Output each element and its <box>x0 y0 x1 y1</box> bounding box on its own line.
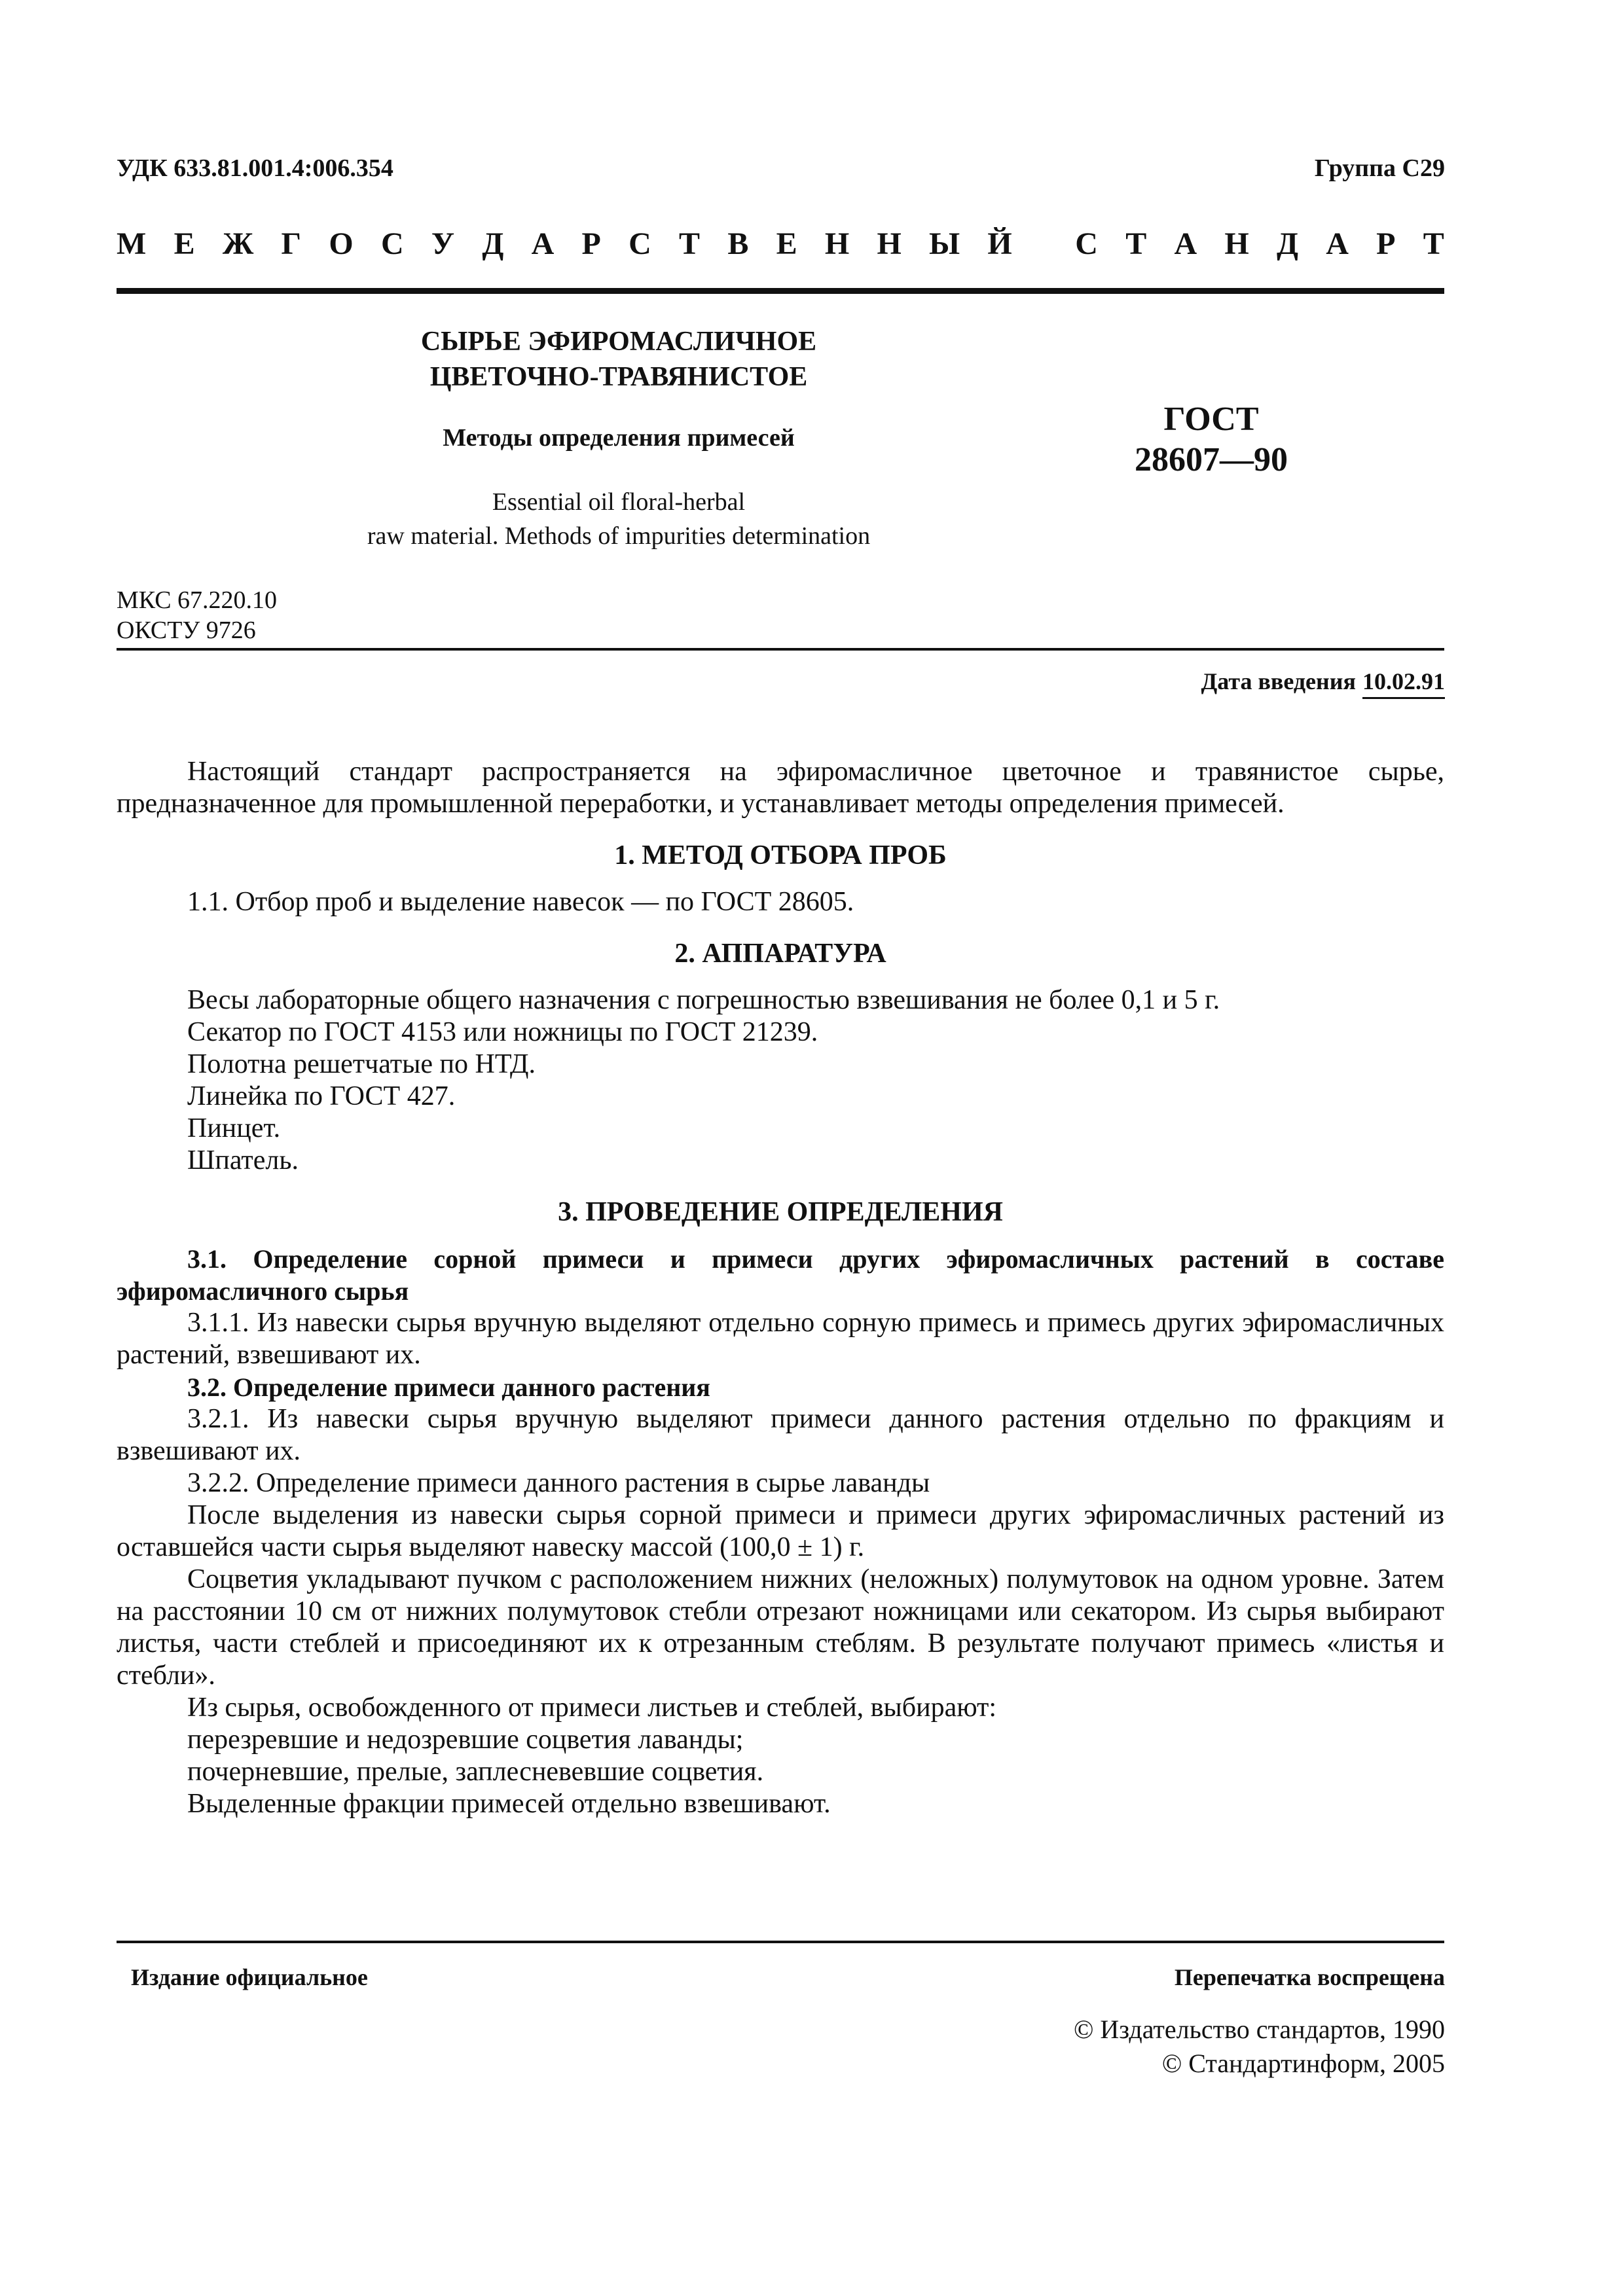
section-3-title: 3. ПРОВЕДЕНИЕ ОПРЕДЕЛЕНИЯ <box>558 1197 1003 1227</box>
reprint-prohibited-label: Перепечатка воспрещена <box>1174 1964 1445 1990</box>
banner-letter: Р <box>581 226 601 261</box>
banner-letter: Ы <box>929 226 960 261</box>
mks-code: МКС 67.220.10 <box>117 586 278 614</box>
intro-paragraph: Настоящий стандарт распространяется на эфиромасличное цветочное и травянистое сырье, предназначенное для промышленной переработки, и устанавливает методы определения примесей. <box>117 757 1444 819</box>
impurity-item: почерневшие, прелые, заплесневевшие соцветия. <box>187 1757 764 1787</box>
banner-letter: Д <box>482 226 504 261</box>
banner-letter: А <box>531 226 555 261</box>
apparatus-item: Весы лабораторные общего назначения с погрешностью взвешивания не более 0,1 и 5 г. <box>187 985 1220 1015</box>
banner-letter: Т <box>1423 226 1444 261</box>
english-title-line-1: Essential oil floral-herbal <box>492 488 746 516</box>
udk-code: УДК 633.81.001.4:006.354 <box>117 154 393 182</box>
english-title <box>282 485 956 553</box>
gost-label: ГОСТ <box>1163 401 1259 438</box>
intro-date-value: 10.02.91 <box>1362 668 1445 699</box>
banner-gap <box>1040 226 1048 262</box>
clause-3-1-1: 3.1.1. Из навески сырья вручную выделяют отдельно сорную примесь и примесь других эфиромасличных растений, взвешивают их. <box>117 1308 1444 1370</box>
introduction-date <box>1201 668 1446 695</box>
banner-letter: С <box>629 226 651 261</box>
banner-letter: С <box>380 226 404 261</box>
title-block <box>282 324 956 553</box>
subsection-3-2-title: 3.2. Определение примеси данного растения <box>187 1372 710 1402</box>
paragraph-inflorescence: Соцветия укладывают пучком с расположением нижних (неложных) полумутовок на одном уровне. Затем на расстоянии 10 см от нижних полумутовок стебли отрезают ножницами или секатором. Из сырья выбирают листья, части стеблей и присоединяют их к отрезанным стеблям. В результате получают примесь «листья и стебли». <box>117 1564 1444 1691</box>
impurity-item: перезревшие и недозревшие соцветия лаванды; <box>187 1725 744 1755</box>
document-body <box>117 756 1444 1820</box>
copyright-line: © Издательство стандартов, 1990 <box>1073 2015 1445 2044</box>
banner-letter: Г <box>281 226 302 261</box>
official-edition-label: Издание официальное <box>131 1964 368 1990</box>
paragraph-weighing: Выделенные фракции примесей отдельно взвешивают. <box>187 1789 831 1819</box>
section-1-paragraph: 1.1. Отбор проб и выделение навесок — по ГОСТ 28605. <box>187 887 854 917</box>
apparatus-item: Секатор по ГОСТ 4153 или ножницы по ГОСТ 21239. <box>187 1017 818 1047</box>
banner-letter: В <box>727 226 749 261</box>
banner-letter: Й <box>987 226 1012 261</box>
paragraph-sample-selection: После выделения из навески сырья сорной примеси и примеси других эфиромасличных растений из оставшейся части сырья выделяют навеску массой (100,0 ± 1) г. <box>117 1500 1444 1562</box>
subsection-3-1-title: 3.1. Определение сорной примеси и примеси других эфиромасличных растений в составе эфиромасличного сырья <box>117 1244 1444 1306</box>
banner-letter: Н <box>877 226 902 261</box>
title-line-2: ЦВЕТОЧНО-ТРАВЯНИСТОЕ <box>429 362 808 392</box>
classification-codes <box>117 585 277 645</box>
gost-code: 28607—90 <box>1135 441 1288 478</box>
okstu-code: ОКСТУ 9726 <box>117 617 256 644</box>
banner-letter: М <box>117 226 147 261</box>
copyright-block <box>1074 2013 1445 2081</box>
english-title-line-2: raw material. Methods of impurities determination <box>367 522 871 550</box>
apparatus-item: Линейка по ГОСТ 427. <box>187 1081 456 1111</box>
intro-date-label: Дата введения <box>1201 668 1356 694</box>
banner-letter: А <box>1174 226 1197 261</box>
title-subtitle: Методы определения примесей <box>443 424 795 452</box>
apparatus-item: Шпатель. <box>187 1145 299 1175</box>
header-rule <box>117 648 1444 651</box>
group-code: Группа С29 <box>1314 154 1445 182</box>
banner-letter: А <box>1326 226 1349 261</box>
paragraph-selection-intro: Из сырья, освобожденного от примеси листьев и стеблей, выбирают: <box>187 1693 997 1723</box>
apparatus-item: Полотна решетчатые по НТД. <box>187 1049 536 1079</box>
banner-letter: Ж <box>222 226 254 261</box>
section-2-title: 2. АППАРАТУРА <box>674 939 886 969</box>
gost-number <box>1106 399 1316 480</box>
banner-letter: Н <box>824 226 850 261</box>
title-line-1: СЫРЬЕ ЭФИРОМАСЛИЧНОЕ <box>420 327 817 357</box>
clause-3-2-1: 3.2.1. Из навески сырья вручную выделяют примеси данного растения отдельно по фракциям и взвешивают их. <box>117 1404 1444 1466</box>
section-1-title: 1. МЕТОД ОТБОРА ПРОБ <box>614 840 947 870</box>
banner-letter: Д <box>1276 226 1298 261</box>
banner-letter: Р <box>1376 226 1396 261</box>
top-thick-rule <box>117 288 1444 294</box>
banner-letter: У <box>431 226 455 261</box>
banner-letter: Т <box>679 226 701 261</box>
banner-letter: Н <box>1224 226 1249 261</box>
footer-rule <box>117 1941 1444 1943</box>
banner-letter: Т <box>1125 226 1147 261</box>
apparatus-list <box>117 984 1444 1177</box>
clause-3-2-2: 3.2.2. Определение примеси данного растения в сырье лаванды <box>187 1468 930 1498</box>
banner-letter: О <box>329 226 354 261</box>
apparatus-item: Пинцет. <box>187 1113 281 1143</box>
interstate-standard-banner <box>117 226 1444 262</box>
banner-letter: Е <box>776 226 797 261</box>
banner-letter: С <box>1075 226 1098 261</box>
banner-letter: Е <box>173 226 195 261</box>
copyright-line: © Стандартинформ, 2005 <box>1161 2049 1445 2078</box>
